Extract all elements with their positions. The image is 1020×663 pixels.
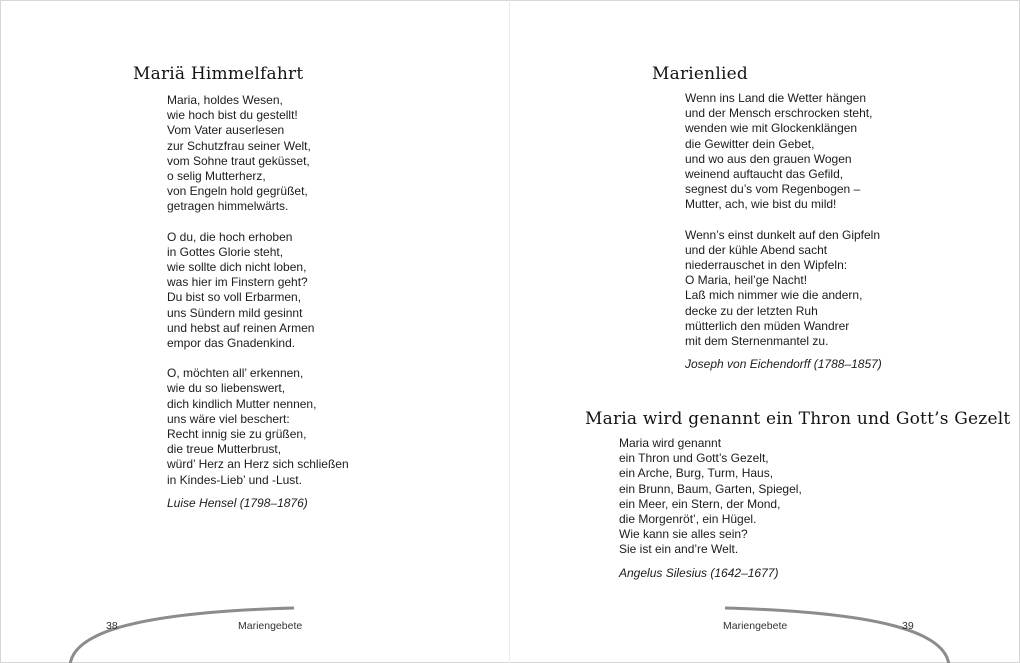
- poem-body: [619, 436, 802, 581]
- verse-line: ein Arche, Burg, Turm, Haus,: [619, 466, 774, 481]
- verse-line: mütterlich den müden Wandrer: [685, 318, 850, 333]
- page-number: 39: [902, 620, 914, 632]
- verse-line: die Gewitter dein Gebet,: [685, 136, 815, 151]
- verse-line: die treue Mutterbrust,: [167, 442, 282, 457]
- stanza: [167, 93, 349, 215]
- verse-line: was hier im Finstern geht?: [167, 275, 308, 290]
- verse-line: und hebst auf reinen Armen: [167, 320, 315, 335]
- verse-line: in Kindes-Lieb’ und -Lust.: [167, 472, 302, 487]
- poem-author: Angelus Silesius (1642–1677): [619, 565, 779, 580]
- verse-line: O du, die hoch erhoben: [167, 229, 293, 244]
- verse-line: niederrauschet in den Wipfeln:: [685, 258, 848, 273]
- poem-author: Luise Hensel (1798–1876): [167, 495, 308, 510]
- poem-body: [167, 93, 349, 511]
- left-page: [0, 0, 509, 663]
- verse-line: weinend auftaucht das Gefild,: [685, 167, 844, 182]
- verse-line: mit dem Sternenmantel zu.: [685, 334, 829, 349]
- verse-line: o selig Mutterherz,: [167, 169, 266, 184]
- verse-line: wenden wie mit Glockenklängen: [685, 121, 858, 136]
- stanza: [167, 230, 349, 352]
- poem-title: Maria wird genannt ein Thron und Gott’s Gezelt: [585, 409, 1011, 429]
- verse-line: zur Schutzfrau seiner Welt,: [167, 138, 311, 153]
- verse-line: wie sollte dich nicht loben,: [167, 260, 307, 275]
- verse-line: dich kindlich Mutter nennen,: [167, 396, 317, 411]
- verse-line: uns wäre viel beschert:: [167, 411, 290, 426]
- verse-line: Maria, holdes Wesen,: [167, 93, 283, 107]
- verse-line: empor das Gnadenkind.: [167, 336, 296, 351]
- stanza: [685, 91, 882, 213]
- verse-line: Sie ist ein and’re Welt.: [619, 542, 739, 557]
- verse-line: Laß mich nimmer wie die andern,: [685, 288, 863, 303]
- verse-line: ein Brunn, Baum, Garten, Spiegel,: [619, 481, 802, 496]
- verse-line: Wenn’s einst dunkelt auf den Gipfeln: [685, 227, 881, 242]
- verse-line: getragen himmelwärts.: [167, 199, 289, 214]
- verse-line: und wo aus den grauen Wogen: [685, 151, 852, 166]
- verse-line: Wenn ins Land die Wetter hängen: [685, 91, 867, 105]
- verse-line: Maria wird genannt: [619, 436, 722, 450]
- verse-line: Mutter, ach, wie bist du mild!: [685, 197, 837, 212]
- verse-line: und der Mensch erschrocken steht,: [685, 106, 873, 121]
- right-page: [510, 0, 1019, 663]
- verse-line: ein Meer, ein Stern, der Mond,: [619, 496, 781, 511]
- poem-title: Marienlied: [652, 64, 748, 84]
- verse-line: Recht innig sie zu grüßen,: [167, 427, 307, 442]
- verse-line: decke zu der letzten Ruh: [685, 303, 818, 318]
- verse-line: Wie kann sie alles sein?: [619, 527, 748, 542]
- stanza: [167, 366, 349, 488]
- poem-title: Mariä Himmelfahrt: [133, 64, 304, 84]
- poem-body: [685, 91, 882, 372]
- verse-line: wie hoch bist du gestellt!: [167, 108, 298, 123]
- verse-line: Vom Vater auserlesen: [167, 123, 285, 138]
- running-head: Mariengebete: [723, 620, 788, 632]
- verse-line: und der kühle Abend sacht: [685, 242, 828, 257]
- verse-line: von Engeln hold gegrüßet,: [167, 184, 308, 199]
- verse-line: O, möchten all’ erkennen,: [167, 366, 304, 381]
- verse-line: in Gottes Glorie steht,: [167, 244, 284, 259]
- verse-line: segnest du’s vom Regenbogen –: [685, 182, 861, 197]
- poem-author: Joseph von Eichendorff (1788–1857): [685, 357, 882, 372]
- stanza: [685, 228, 882, 350]
- verse-line: würd’ Herz an Herz sich schließen: [167, 457, 349, 472]
- verse-line: uns Sündern mild gesinnt: [167, 305, 303, 320]
- verse-line: die Morgenröt’, ein Hügel.: [619, 512, 757, 527]
- verse-line: wie du so liebenswert,: [167, 381, 286, 396]
- verse-line: vom Sohne traut geküsset,: [167, 153, 310, 168]
- verse-line: Du bist so voll Erbarmen,: [167, 290, 302, 305]
- verse-line: O Maria, heil’ge Nacht!: [685, 273, 808, 288]
- verse-line: ein Thron und Gott’s Gezelt,: [619, 451, 769, 466]
- running-head: Mariengebete: [238, 620, 303, 632]
- page-number: 38: [106, 620, 118, 632]
- stanza: [619, 436, 802, 558]
